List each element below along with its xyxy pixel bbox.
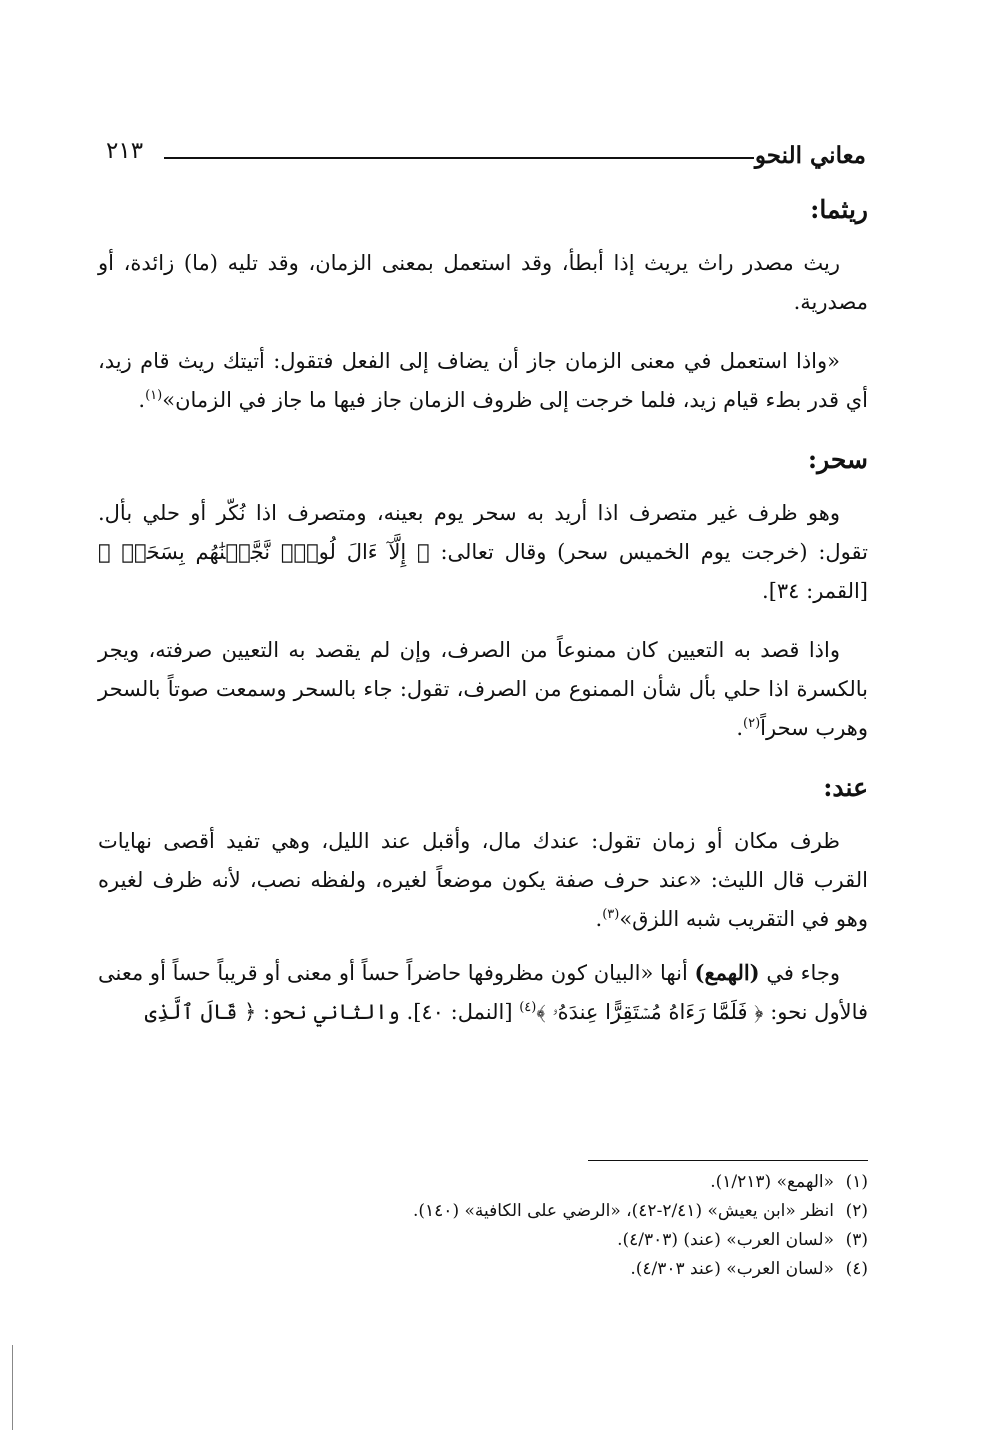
footnote-ref: (٢) <box>743 716 761 731</box>
footnotes <box>98 1168 868 1284</box>
book-title: معاني النحو <box>754 142 866 169</box>
footnote: (٤)«لسان العرب» (عند ٤/٣٠٣). <box>630 1259 868 1279</box>
paragraph: واذا قصد به التعيين كان ممنوعاً من الصرف، وإن لم يقصد به التعيين صرفته، ويجر بالكسرة اذا حلي بأل شأن الممنوع من الصرف، تقول: جاء بالسحر وسمعت صوتاً بالسحر وهرب سحراً$^{(٢)}$. <box>98 638 868 740</box>
header-rule <box>164 157 754 159</box>
paragraph: وجاء في (الهمع) أنها «البيان كون مظروفها حاضراً حساً أو معنى أو قريباً حساً أو معنى فالأول نحو: ﴿ فَلَمَّا رَءَاهُ مُسۡتَقِرًّا عِندَهُۥ ﴾$^{(٤)}$ [النمل: ٤٠]. والثاني نحو: ﴿ قَالَ ٱلَّذِى <box>98 960 868 1024</box>
paragraph: ريث مصدر راث يريث إذا أبطأ، وقد استعمل بمعنى الزمان، وقد تليه (ما) زائدة، أو مصدرية. <box>98 251 868 314</box>
footnote-ref: (٣) <box>602 907 620 922</box>
page-number: ٢١٣ <box>106 138 144 164</box>
paragraph: ظرف مكان أو زمان تقول: عندك مال، وأقبل عند الليل، وهي تفيد أقصى نهايات القرب قال الليث: «عند حرف صفة يكون موضعاً لغيره، ولفظه نصب، لأنه ظرف لغيره وهو في التقريب شبه اللزق»$^{(٣)}$. <box>98 829 868 931</box>
section-heading-sahar: سحر: <box>807 445 868 474</box>
quran-verse: ﴿ قَالَ ٱلَّذِى <box>144 1000 257 1024</box>
footnote: (٢)انظر «ابن يعيش» (٢/٤١-٤٢)، «الرضي على الكافية» (١٤٠). <box>413 1201 868 1221</box>
footnote-separator <box>588 1160 868 1161</box>
quran-verse: ﴿ إِلَّآ ءَالَ لُوطٍۖ نَّجَّيۡنَٰهُم بِسَحَرٖ ﴾ <box>98 540 430 564</box>
running-header <box>98 138 866 178</box>
footnote: (٣)«لسان العرب» (عند) (٤/٣٠٣). <box>617 1230 868 1250</box>
main-text <box>98 190 868 1032</box>
footnote: (١)«الهمع» (١/٢١٣). <box>710 1172 868 1192</box>
footnote-ref: (١) <box>145 388 163 403</box>
paragraph: وهو ظرف غير متصرف اذا أريد به سحر يوم بعينه، ومتصرف اذا نُكّر أو حلي بأل. تقول: (خرجت يوم الخميس سحر) وقال تعالى: ﴿ إِلَّآ ءَالَ لُوطٍۖ نَّجَّيۡنَٰهُم بِسَحَرٖ ﴾ [القمر: ٣٤]. <box>98 501 868 603</box>
scan-margin-line <box>12 1345 13 1430</box>
quran-verse: ﴿ فَلَمَّا رَءَاهُ مُسۡتَقِرًّا عِندَهُۥ ﴾ <box>536 1000 764 1024</box>
footnote-ref: (٤) <box>519 1000 537 1015</box>
section-heading-rayth: ريثما: <box>810 195 868 224</box>
bold-term: (الهمع) <box>694 960 760 985</box>
paragraph: «واذا استعمل في معنى الزمان جاز أن يضاف إلى الفعل فتقول: أتيتك ريث قام زيد، أي قدر بطء قيام زيد، فلما خرجت إلى ظروف الزمان جاز فيها ما جاز في الزمان»$^{(١)}$. <box>98 349 868 412</box>
section-heading-inda: عند: <box>823 773 868 802</box>
